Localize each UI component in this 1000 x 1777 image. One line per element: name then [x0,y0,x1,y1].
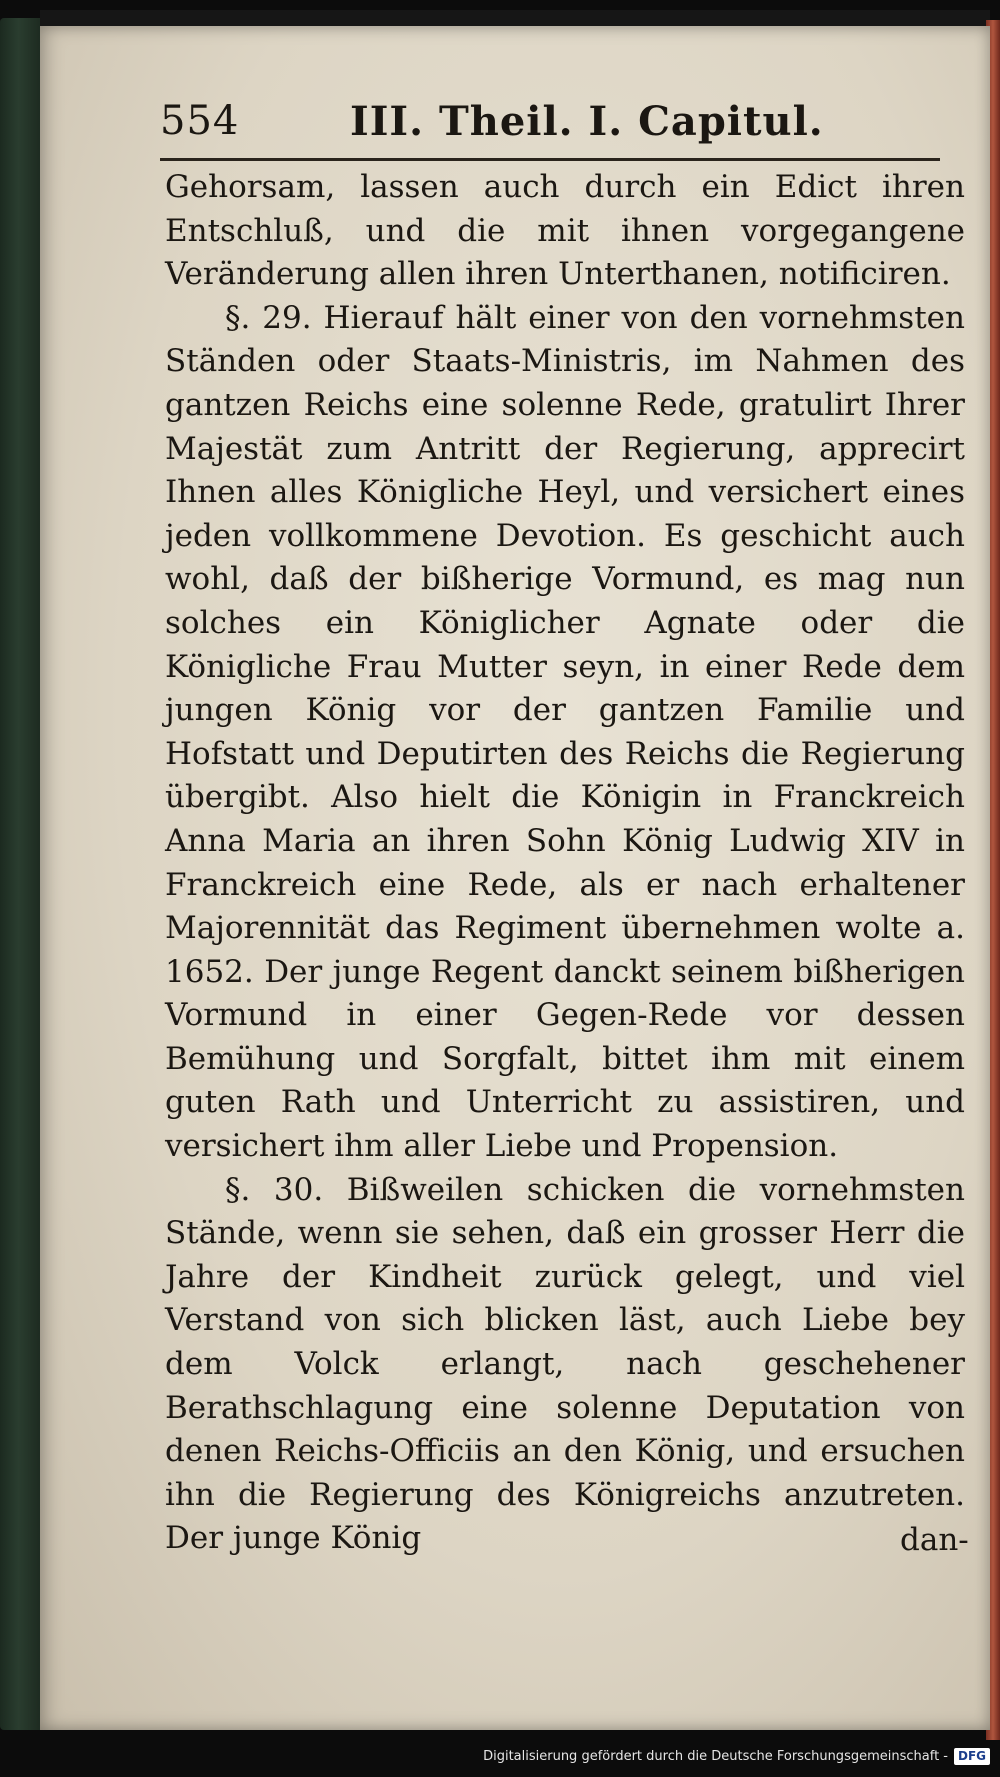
page-header [160,94,940,154]
dfg-logo: DFG [954,1748,990,1765]
header-rule [160,158,940,161]
catchword: dan- [900,1522,969,1558]
page-number: 554 [160,98,240,144]
running-title: III. Theil. I. Capitul. [350,98,824,145]
paragraph-section-30: §. 30. Bißweilen schicken die vornehmsten Stände, wenn sie sehen, daß ein grosser Herr die Jahre der Kindheit zurück gelegt, und viel Verstand von sich blicken läst, auch Liebe bey dem Volck erlangt, nach geschehener Berathschlagung eine solenne Deputation von denen Reichs-Officiis an den König, und ersuchen ihn die Regierung des Königreichs anzutreten. Der junge König [165,1171,965,1557]
funding-credit: Digitalisierung gefördert durch die Deutsche Forschungsgemeinschaft - [483,1749,948,1764]
footer-bar [0,1740,1000,1777]
paragraph-section-29: §. 29. Hierauf hält einer von den vornehmsten Ständen oder Staats-Ministris, im Nahmen des gantzen Reichs eine solenne Rede, gratulirt Ihrer Majestät zum Antritt der Regierung, apprecirt Ihnen alles Königliche Heyl, und versichert eines jeden vollkommene Devotion. Es geschicht auch wohl, daß der bißherige Vormund, es mag nun solches ein Königlicher Agnate oder die Königliche Frau Mutter seyn, in einer Rede dem jungen König vor der gantzen Familie und Hofstatt und Deputirten des Reichs die Regierung übergibt. Also hielt die Königin in Franckreich Anna Maria an ihren Sohn König Ludwig XIV in Franckreich eine Rede, als er nach erhaltener Majorennität das Regiment übernehmen wolte a. 1652. Der junge Regent danckt seinem bißherigen Vormund in einer Gegen-Rede vor dessen Bemühung und Sorgfalt, bittet ihm mit einem guten Rath und Unterricht zu assistiren, und versichert ihm aller Liebe und Propension. [165,299,965,1165]
page-body [165,166,965,1561]
paragraph-continuation: Gehorsam, lassen auch durch ein Edict ihren Entschluß, und die mit ihnen vorgegangene Veränderung allen ihren Unterthanen, notificiren. [165,169,965,293]
